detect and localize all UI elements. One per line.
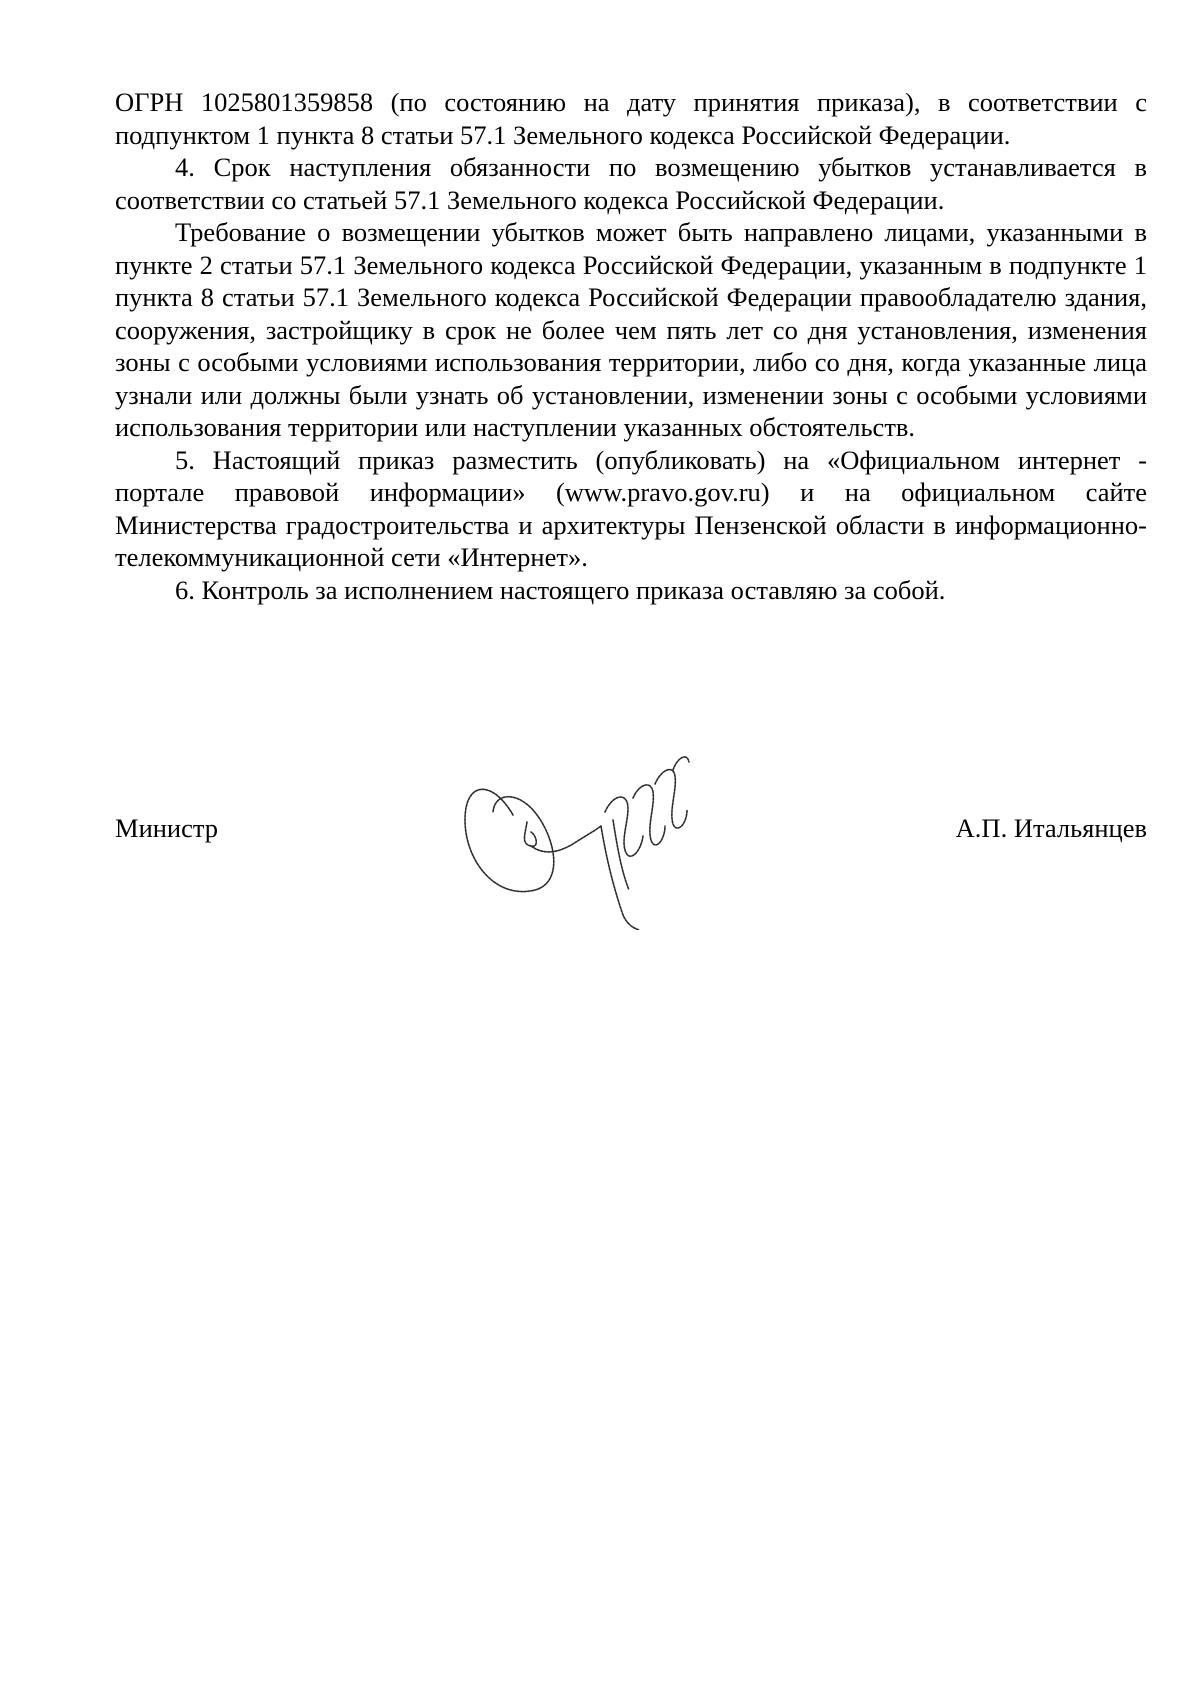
signatory-title: Министр — [115, 813, 219, 843]
signatory-name: А.П. Итальянцев — [955, 813, 1147, 843]
handwritten-signature — [455, 740, 725, 930]
paragraph-item-5: 5. Настоящий приказ разместить (опубликовать) на «Официальном интернет - портале правовой информации» (www.pravo.gov.ru) и на официальном сайте Министерства градостроительства и архитектуры Пензенской области в информационно-телекоммуникационной сети «Интернет». — [115, 444, 1147, 572]
paragraph-item-4: 4. Срок наступления обязанности по возмещению убытков устанавливается в соответствии со статьей 57.1 Земельного кодекса Российской Федерации. — [115, 152, 1147, 215]
paragraph-damages-claim: Требование о возмещении убытков может быть направлено лицами, указанными в пункте 2 статьи 57.1 Земельного кодекса Российской Федерации, указанным в подпункте 1 пункта 8 статьи 57.1 Земельного кодекса Российской Федерации правообладателю здания, сооружения, застройщику в срок не более чем пять лет со дня установления, изменения зоны с особыми условиями использования территории, либо со дня, когда указанные лица узнали или должны были узнать об установлении, изменении зоны с особыми условиями использования территории или наступлении указанных обстоятельств. — [115, 217, 1147, 442]
paragraph-ogrn: ОГРН 1025801359858 (по состоянию на дату принятия приказа), в соответствии с подпунктом 1 пункта 8 статьи 57.1 Земельного кодекса Российской Федерации. — [115, 87, 1147, 150]
paragraph-item-6: 6. Контроль за исполнением настоящего приказа оставляю за собой. — [175, 574, 946, 605]
document-body — [115, 86, 1147, 606]
